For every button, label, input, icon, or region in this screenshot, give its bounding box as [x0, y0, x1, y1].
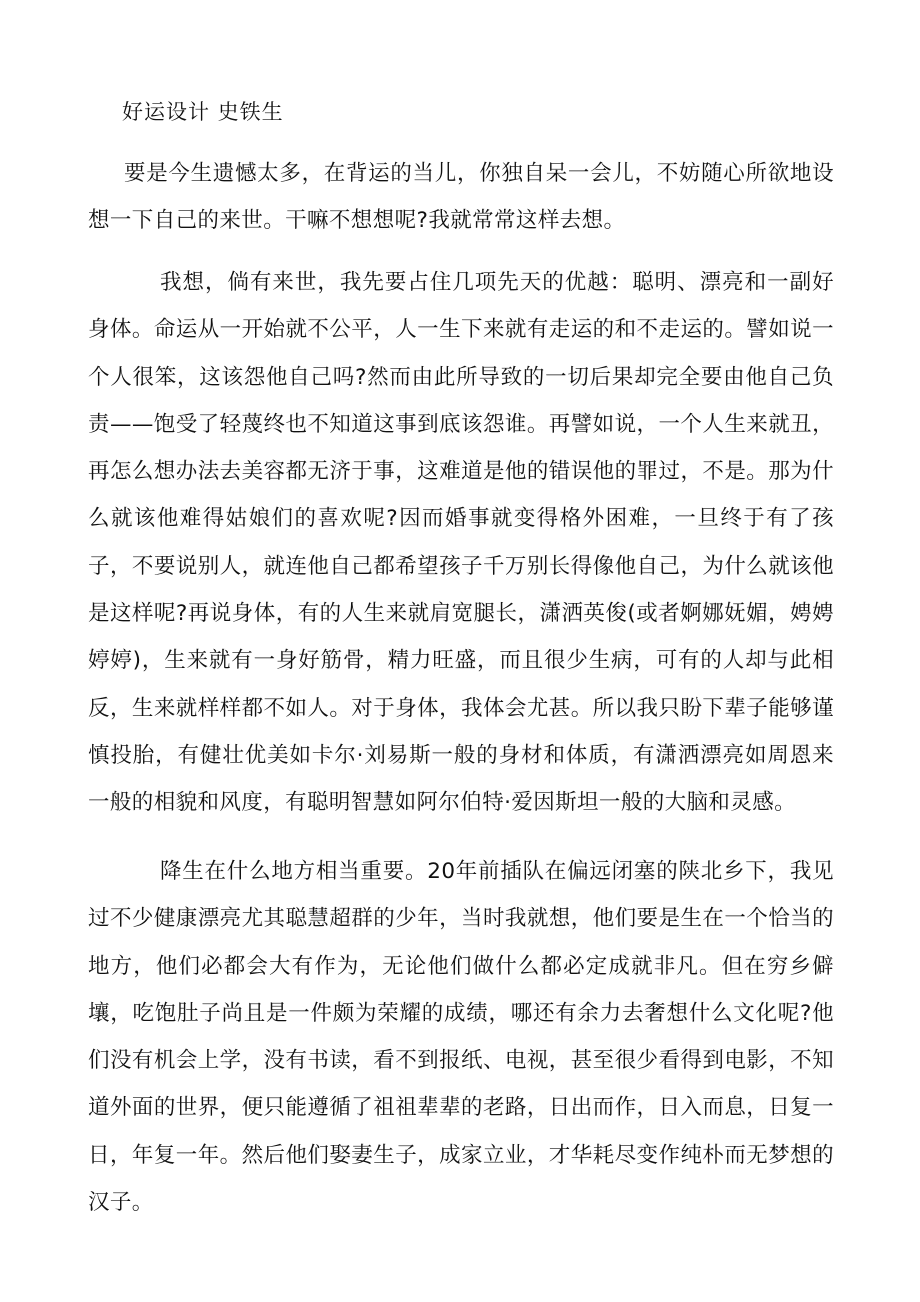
document-title: 好运设计 史铁生 — [122, 100, 284, 124]
paragraph-2: 我想，倘有来世，我先要占住几项先天的优越：聪明、漂亮和一副好身体。命运从一开始就不公平，人一生下来就有走运的和不走运的。譬如说一个人很笨，这该怨他自己吗?然而由此所导致的一切后果却完全要由他自己负责——饱受了轻蔑终也不知道这事到底该怨谁。再譬如说，一个人生来就丑，再怎么想办法去美容都无济于事，这难道是他的错误他的罪过，不是。那为什么就该他难得姑娘们的喜欢呢?因而婚事就变得格外困难，一旦终于有了孩子，不要说别人，就连他自己都希望孩子千万别长得像他自己，为什么就该他是这样呢?再说身体，有的人生来就肩宽腿长，潇洒英俊(或者婀娜妩媚，娉娉婷婷)，生来就有一身好筋骨，精力旺盛，而且很少生病，可有的人却与此相反，生来就样样都不如人。对于身体，我体会尤甚。所以我只盼下辈子能够谨慎投胎，有健壮优美如卡尔·刘易斯一般的身材和体质，有潇洒漂亮如周恩来一般的相貌和风度，有聪明智慧如阿尔伯特·爱因斯坦一般的大脑和灵感。 — [88, 270, 834, 816]
paragraph-3: 降生在什么地方相当重要。20年前插队在偏远闭塞的陕北乡下，我见过不少健康漂亮尤其聪慧超群的少年，当时我就想，他们要是生在一个恰当的地方，他们必都会大有作为，无论他们做什么都必定成就非凡。但在穷乡僻壤，吃饱肚子尚且是一件颇为荣耀的成绩，哪还有余力去奢想什么文化呢?他们没有机会上学，没有书读，看不到报纸、电视，甚至很少看得到电影，不知道外面的世界，便只能遵循了祖祖辈辈的老路，日出而作，日入而息，日复一日，年复一年。然后他们娶妻生子，成家立业，才华耗尽变作纯朴而无梦想的汉子。 — [88, 859, 834, 1216]
paragraph-1: 要是今生遗憾太多，在背运的当儿，你独自呆一会儿，不妨随心所欲地设想一下自己的来世。干嘛不想想呢?我就常常这样去想。 — [88, 161, 834, 234]
